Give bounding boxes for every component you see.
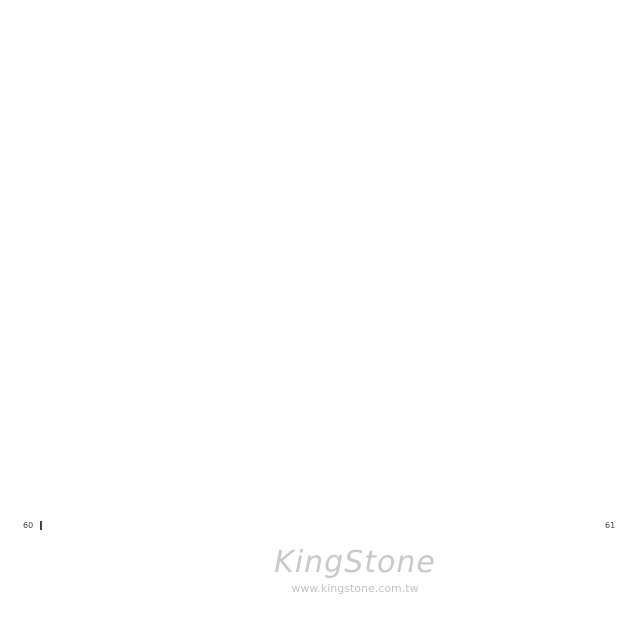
watermark-url: www.kingstone.com.tw	[291, 582, 419, 595]
right-paragraph-1	[522, 118, 562, 518]
watermark	[230, 545, 480, 595]
left-paragraph-2	[170, 118, 228, 518]
book-spread	[52, 118, 598, 530]
right-paragraph-2	[352, 118, 464, 518]
watermark-logo: KingStone	[274, 545, 436, 580]
left-page-number: 60	[23, 521, 34, 530]
right-page-number: 61	[605, 521, 616, 530]
left-running-head	[40, 521, 49, 530]
running-head-chapter	[40, 521, 45, 530]
left-paragraph-1	[232, 118, 336, 518]
